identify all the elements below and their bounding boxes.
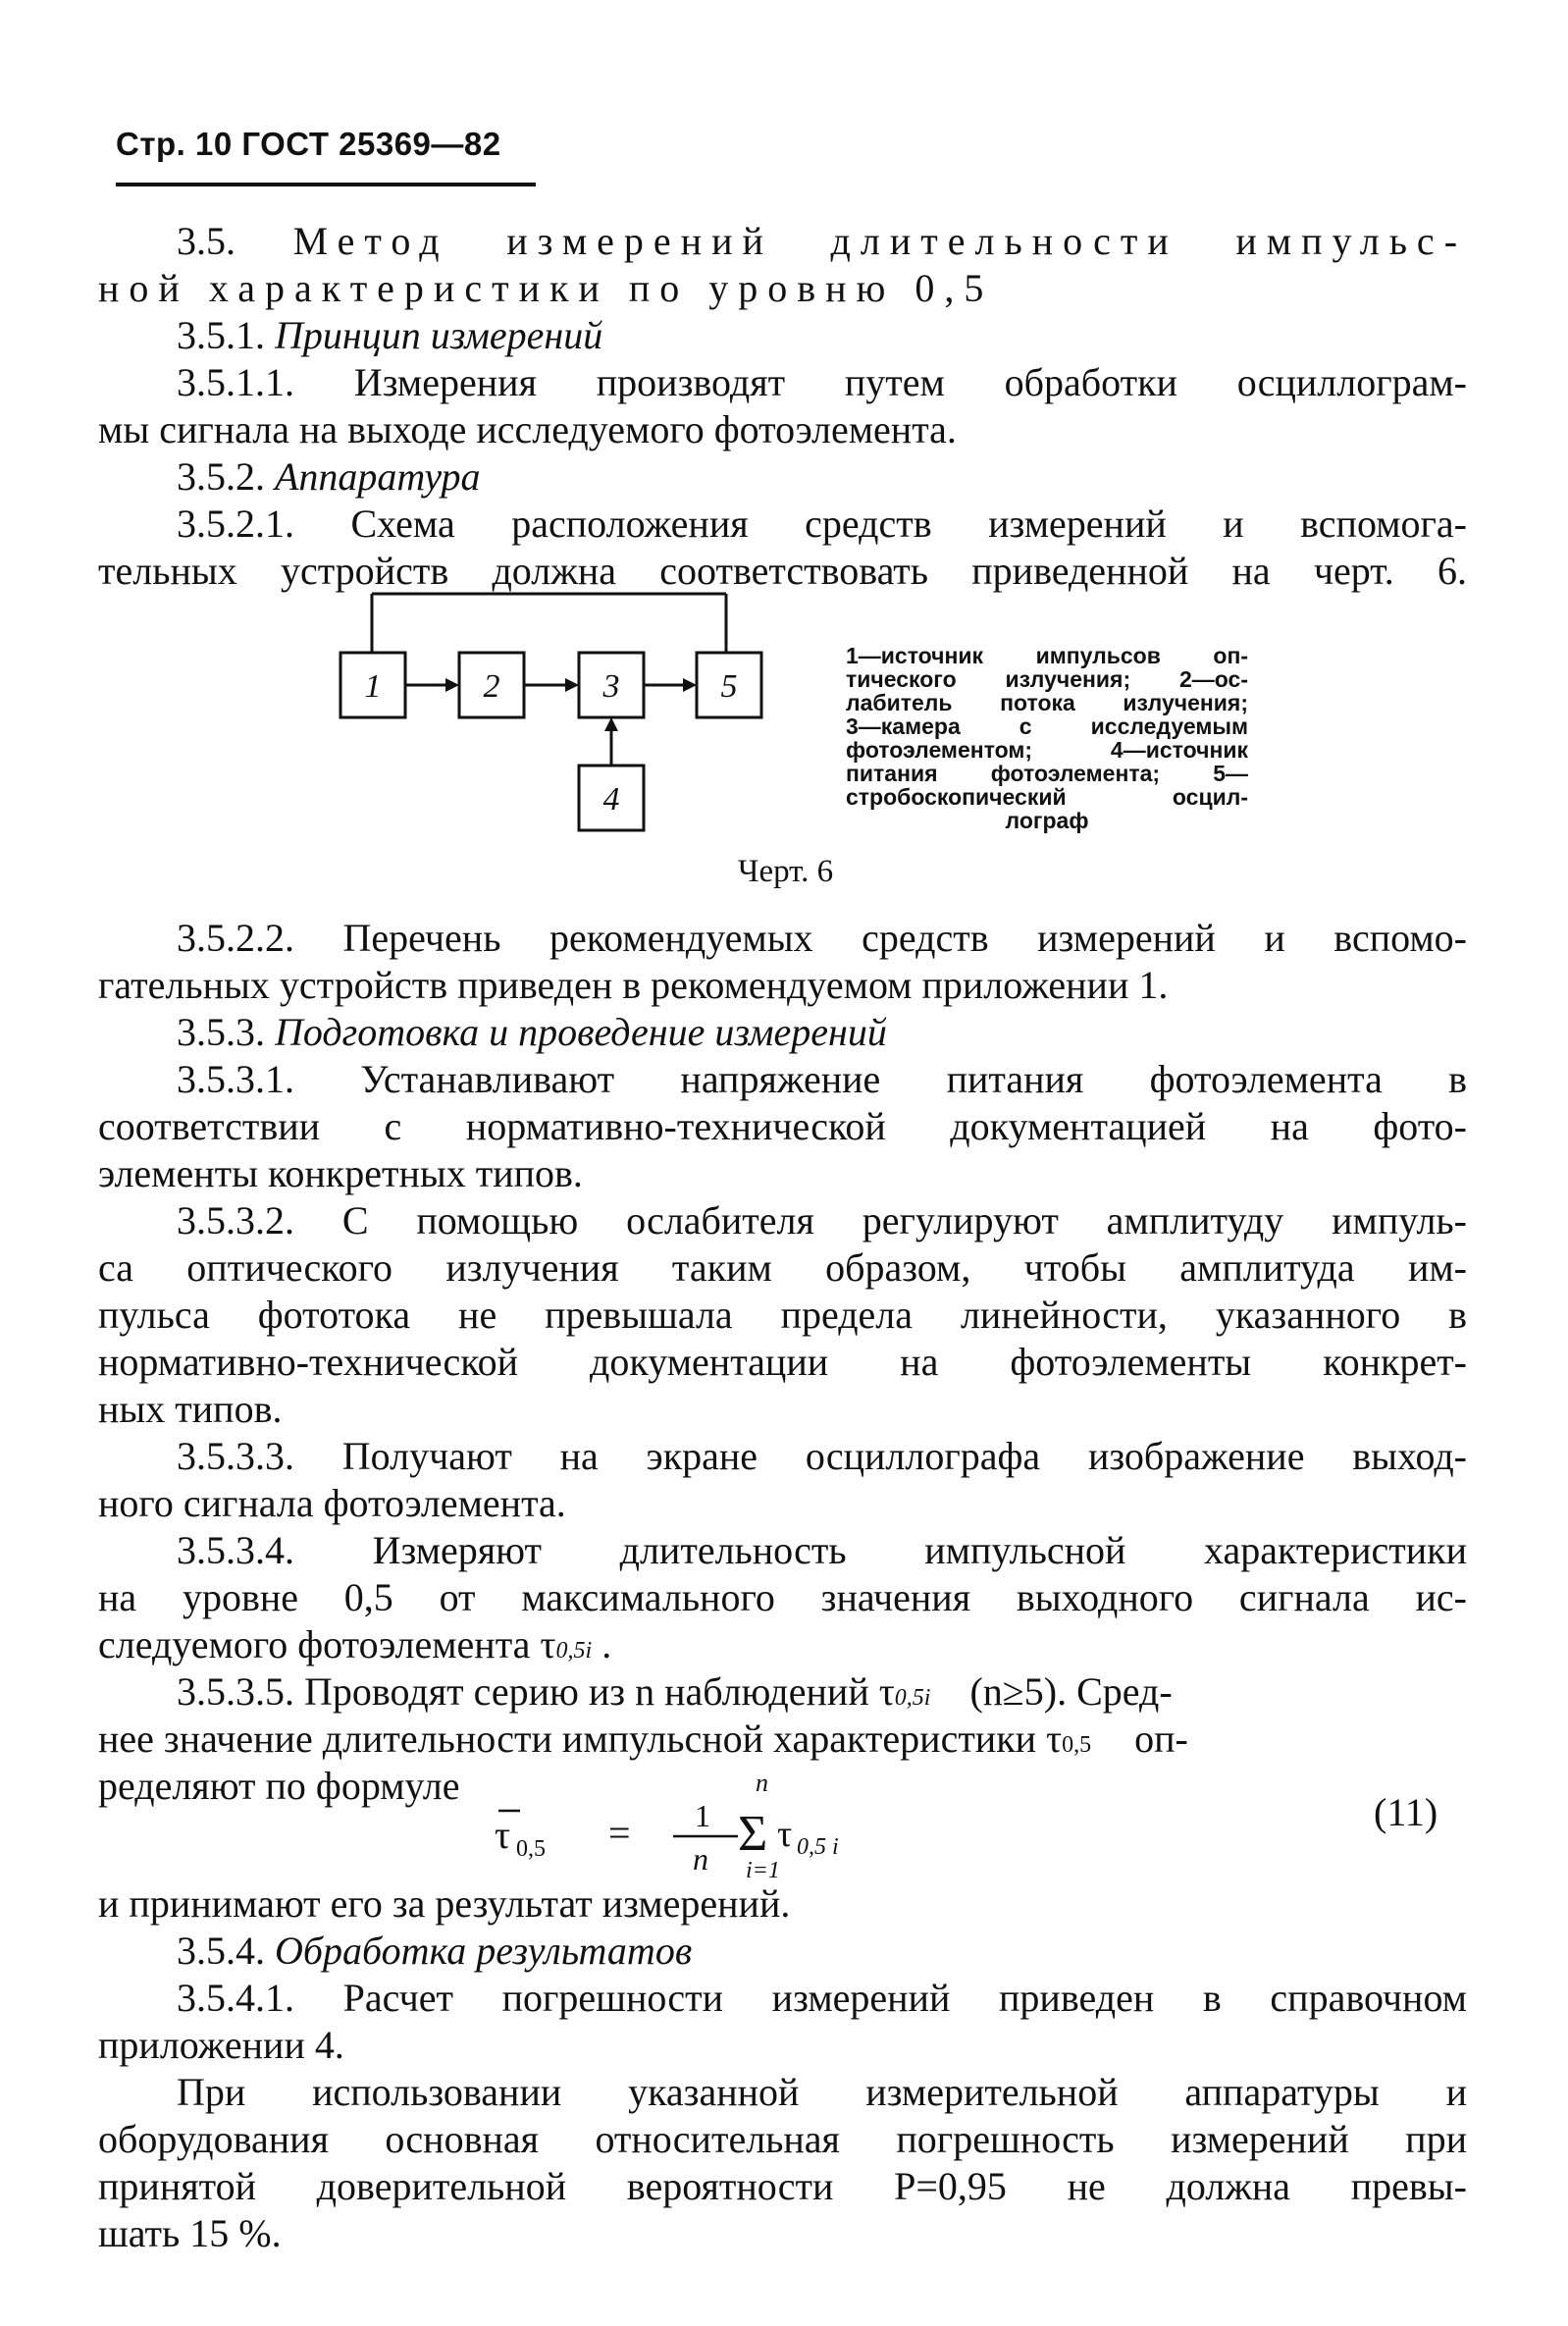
text-run: нее значение длительности импульсной характеристики τ bbox=[98, 1717, 1063, 1761]
para-after-formula: и принимают его за результат измерений. bbox=[98, 1881, 791, 1926]
text-run: (n≥5). Сред- bbox=[969, 1669, 1173, 1714]
para-3-5-1-1-line1: 3.5.1.1. Измерения производят путем обработки осциллограм- bbox=[177, 360, 1467, 404]
para-final-line1: При использовании указанной измерительной аппаратуры и bbox=[177, 2070, 1467, 2114]
para-3-5-3-5-line1 bbox=[98, 1668, 1467, 1721]
formula-numerator: 1 bbox=[695, 1798, 710, 1833]
subscript: 0,5i bbox=[555, 1638, 593, 1664]
arrowhead bbox=[445, 678, 459, 692]
text-run: . bbox=[592, 1622, 612, 1666]
page-header: Стр. 10 ГОСТ 25369—82 bbox=[116, 126, 501, 162]
para-3-5-4-1-line1: 3.5.4.1. Расчет погрешности измерений приведен в справочном bbox=[177, 1976, 1467, 2020]
arrowhead bbox=[683, 678, 697, 692]
para-3-5-3-2-line2: са оптического излучения таким образом, чтобы амплитуда им- bbox=[98, 1245, 1467, 1290]
subsection-number: 3.5.2. bbox=[177, 454, 265, 499]
legend-line: питания фотоэлемента; 5— bbox=[846, 761, 1248, 786]
para-3-5-2-1-line2: тельных устройств должна соответствовать приведенной на черт. 6. bbox=[98, 549, 1467, 593]
legend-line: лабитель потока излучения; bbox=[846, 690, 1248, 715]
diagram-legend bbox=[846, 644, 1248, 832]
subsection-title: Принцип измерений bbox=[275, 313, 603, 357]
para-3-5-2-1-line1: 3.5.2.1. Схема расположения средств измерений и вспомога- bbox=[177, 502, 1467, 546]
legend-line: 1—источник импульсов оп- bbox=[846, 643, 1248, 668]
text-run: оп- bbox=[1134, 1717, 1188, 1761]
para-3-5-3-3-line1: 3.5.3.3. Получают на экране осциллографа изображение выход- bbox=[177, 1434, 1467, 1478]
para-3-5-3-2-line1: 3.5.3.2. С помощью ослабителя регулируют амплитуду импуль- bbox=[177, 1198, 1467, 1242]
para-3-5-3-4-line3 bbox=[98, 1621, 1467, 1674]
subsection-number: 3.5.1. bbox=[177, 313, 265, 357]
legend-line: фотоэлементом; 4—источник bbox=[846, 737, 1248, 763]
subsection-title: Подготовка и проведение измерений bbox=[275, 1010, 887, 1054]
para-final-line2: оборудования основная относительная погрешность измерений при bbox=[98, 2117, 1467, 2161]
text-run: следуемого фотоэлемента τ bbox=[98, 1622, 556, 1666]
block-diagram bbox=[334, 589, 795, 854]
para-3-5-3-2-line3: пульса фототока не превышала предела линейности, указанного в bbox=[98, 1293, 1467, 1337]
figure-caption: Черт. 6 bbox=[738, 854, 834, 889]
sum-lower-limit: i=1 bbox=[746, 1858, 780, 1879]
subscript: 0,5i bbox=[894, 1685, 931, 1711]
legend-line: 3—камера с исследуемым bbox=[846, 714, 1248, 739]
legend-line: тического излучения; 2—ос- bbox=[846, 666, 1248, 692]
sum-upper-limit: n bbox=[756, 1769, 768, 1797]
formula-lhs: τ bbox=[495, 1813, 511, 1857]
para-3-5-3-4-line1: 3.5.3.4. Измеряют длительность импульсной характеристики bbox=[177, 1528, 1467, 1572]
para-3-5-1-1-line2: мы сигнала на выходе исследуемого фотоэлемента. bbox=[98, 407, 957, 451]
para-3-5-3-3-line2: ного сигнала фотоэлемента. bbox=[98, 1481, 566, 1525]
section-title-line2: ной характеристики по уровню 0,5 bbox=[98, 266, 994, 310]
equation-number: (11) bbox=[1374, 1790, 1438, 1834]
subscript: 0,5 bbox=[1062, 1732, 1092, 1758]
sum-sign: Σ bbox=[738, 1806, 768, 1862]
subsection-3-5-4 bbox=[98, 1928, 1467, 1975]
block-label-3: 3 bbox=[602, 668, 620, 705]
legend-line: лограф bbox=[1005, 808, 1089, 833]
para-3-5-4-1-line2: приложении 4. bbox=[98, 2023, 344, 2067]
arrowhead bbox=[565, 678, 579, 692]
block-label-4: 4 bbox=[602, 781, 620, 818]
formula-11 bbox=[481, 1762, 1462, 1879]
para-3-5-3-2-line5: ных типов. bbox=[98, 1387, 283, 1431]
subsection-title: Обработка результатов bbox=[275, 1929, 693, 1973]
formula-term: τ bbox=[777, 1814, 793, 1855]
para-final-line3: принятой доверительной вероятности P=0,95 не должна превы- bbox=[98, 2164, 1467, 2208]
para-3-5-2-2-line2: гательных устройств приведен в рекомендуемом приложении 1. bbox=[98, 963, 1169, 1007]
text-run: 3.5.3.5. Проводят серию из n наблюдений τ bbox=[177, 1669, 895, 1714]
para-3-5-3-4-line2: на уровне 0,5 от максимального значения выходного сигнала ис- bbox=[98, 1575, 1467, 1619]
para-3-5-3-1-line3: элементы конкретных типов. bbox=[98, 1151, 583, 1195]
arrowhead bbox=[604, 717, 618, 731]
block-label-5: 5 bbox=[720, 668, 738, 705]
para-3-5-2-2-line1: 3.5.2.2. Перечень рекомендуемых средств измерений и вспомо- bbox=[177, 916, 1467, 960]
para-3-5-3-1-line2: соответствии с нормативно-технической документацией на фото- bbox=[98, 1104, 1467, 1148]
header-rule bbox=[116, 183, 536, 186]
section-title-line1 bbox=[98, 218, 1467, 265]
formula-term-sub: 0,5 i bbox=[797, 1834, 839, 1860]
legend-line: стробоскопический осцил- bbox=[846, 784, 1248, 810]
formula-lhs-sub: 0,5 bbox=[516, 1836, 546, 1862]
para-final-line4: шать 15 %. bbox=[98, 2211, 282, 2255]
subsection-3-5-2 bbox=[98, 453, 1467, 501]
block-label-2: 2 bbox=[483, 668, 500, 705]
section-title-text: Метод измерений длительности импульс- bbox=[292, 219, 1468, 263]
subsection-title: Аппаратура bbox=[275, 454, 481, 499]
formula-denominator: n bbox=[693, 1841, 708, 1877]
subsection-number: 3.5.4. bbox=[177, 1929, 265, 1973]
para-3-5-3-1-line1: 3.5.3.1. Устанавливают напряжение питания фотоэлемента в bbox=[177, 1057, 1467, 1101]
para-3-5-3-5-line2 bbox=[98, 1716, 1467, 1769]
section-number: 3.5. bbox=[177, 219, 235, 263]
formula-equals: = bbox=[608, 1811, 631, 1855]
subsection-3-5-1 bbox=[98, 312, 1467, 359]
para-3-5-3-2-line4: нормативно-технической документации на фотоэлементы конкрет- bbox=[98, 1340, 1467, 1384]
block-label-1: 1 bbox=[364, 668, 382, 705]
subsection-3-5-3 bbox=[98, 1009, 1467, 1056]
para-3-5-3-5-line3: ределяют по формуле bbox=[98, 1764, 460, 1808]
subsection-number: 3.5.3. bbox=[177, 1010, 265, 1054]
